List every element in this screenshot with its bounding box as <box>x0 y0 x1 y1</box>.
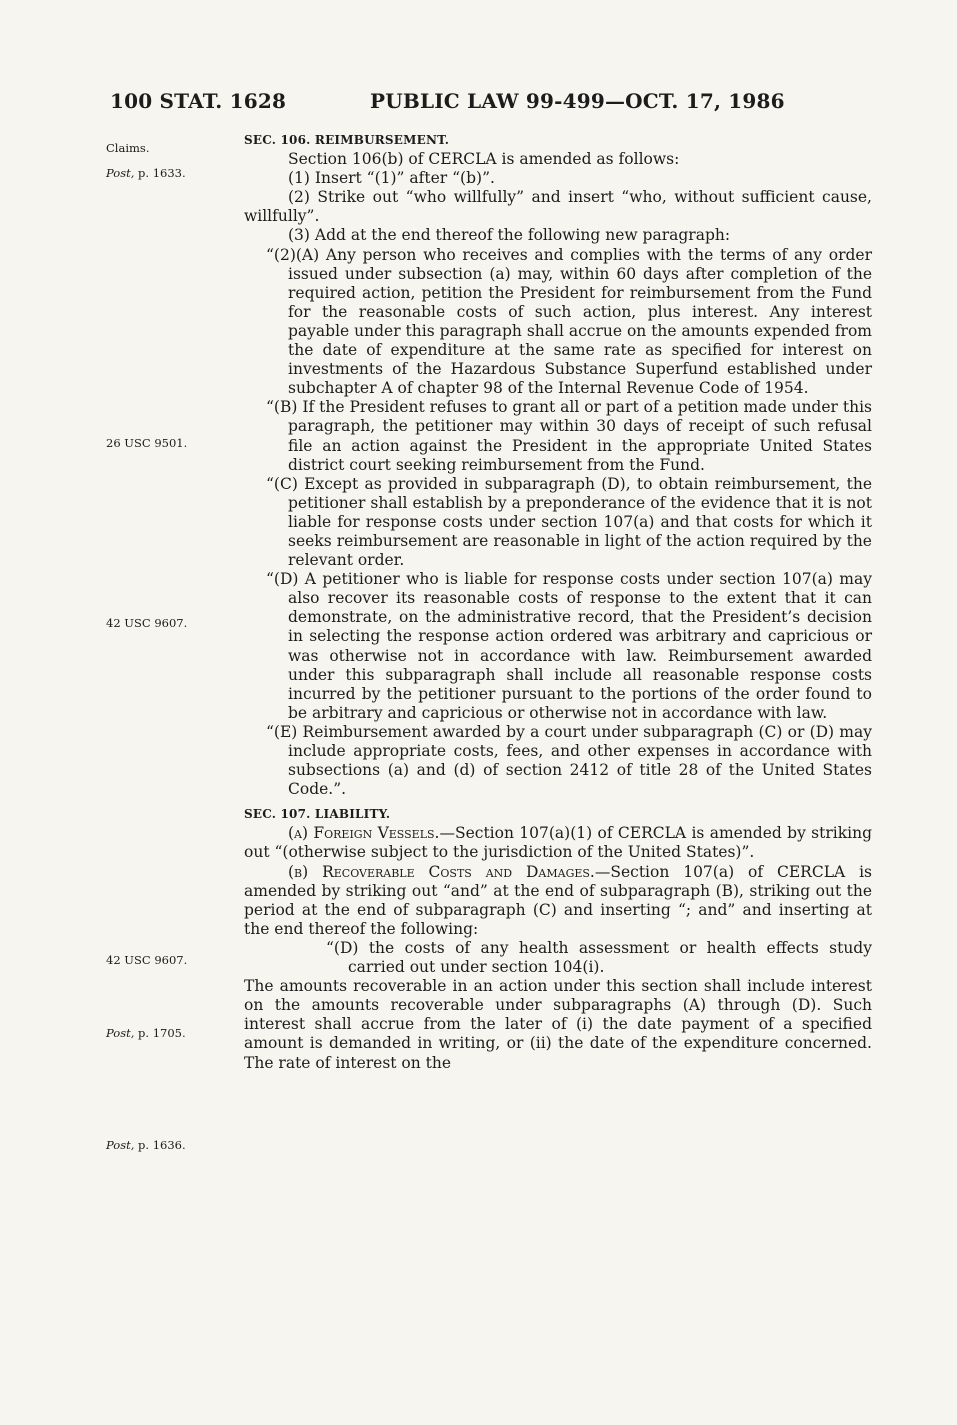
margin-note-42usc9607-a: 42 USC 9607. <box>106 616 188 630</box>
statute-body <box>244 131 872 1073</box>
margin-note-26usc9501: 26 USC 9501. <box>106 436 188 450</box>
section-106-heading: SEC. 106. REIMBURSEMENT. <box>244 133 450 147</box>
margin-note-claims: Claims. <box>106 141 150 155</box>
sec106-item-3: (3) Add at the end thereof the following new paragraph: <box>288 226 731 245</box>
stat-citation: 100 STAT. 1628 <box>110 89 287 113</box>
sec106-para-b: “(B) If the President refuses to grant all or part of a petition made under this paragraph, the petitioner may within 30 days of receipt of such refusal file an action against the President in the appropriate United States district court seeking reimbursement from the Fund. <box>266 398 872 474</box>
sec107-sub-a: (a) Foreign Vessels.—Section 107(a)(1) of CERCLA is amended by striking out “(otherwise subject to the jurisdiction of the United States)”. <box>244 824 872 862</box>
section-107-heading: SEC. 107. LIABILITY. <box>244 807 391 822</box>
margin-note-post-1633: Post, p. 1633. <box>106 166 186 180</box>
sec106-para-a: “(2)(A) Any person who receives and complies with the terms of any order issued under subsection (a) may, within 60 days after completion of the required action, petition the President for reimbursement from the Fund for the reasonable costs of such action, plus interest. Any interest payable under this paragraph shall accrue on the amounts expended from the date of expenditure at the same rate as specified for interest on investments of the Hazardous Substance Superfund established under subchapter A of chapter 98 of the Internal Revenue Code of 1954. <box>266 245 872 398</box>
sec106-para-c: “(C) Except as provided in subparagraph (D), to obtain reimbursement, the petitioner shall establish by a preponderance of the evidence that it is not liable for response costs under section 107(a) and that costs for which it seeks reimbursement are reasonable in light of the action required by the relevant order. <box>266 474 872 570</box>
sec106-item-2: (2) Strike out “who willfully” and insert “who, without sufficient cause, willfully”. <box>244 188 872 226</box>
sec107-sub-b: (b) Recoverable Costs and Damages.—Section 107(a) of CERCLA is amended by striking out “and” at the end of subparagraph (B), striking out the period at the end of subparagraph (C) and inserting “; and” and inserting at the end thereof the following: <box>244 862 872 938</box>
sec106-para-d: “(D) A petitioner who is liable for response costs under section 107(a) may also recover its reasonable costs of response to the extent that it can demonstrate, on the administrative record, that the President’s decision in selecting the response action ordered was arbitrary and capricious or was otherwise not in accordance with law. Reimbursement awarded under this subparagraph shall include all reasonable response costs incurred by the petitioner pursuant to the portions of the order found to be arbitrary and capricious or otherwise not in accordance with law. <box>266 570 872 722</box>
sec106-item-1: (1) Insert “(1)” after “(b)”. <box>288 169 495 188</box>
sec106-para-e: “(E) Reimbursement awarded by a court under subparagraph (C) or (D) may include appropriate costs, fees, and other expenses in accordance with subsections (a) and (d) of section 2412 of title 28 of the United States Code.”. <box>266 722 872 799</box>
public-law-heading: PUBLIC LAW 99-499—OCT. 17, 1986 <box>370 89 785 113</box>
margin-note-42usc9607-b: 42 USC 9607. <box>106 953 188 967</box>
margin-note-post-1636: Post, p. 1636. <box>106 1138 186 1152</box>
sec107-quoted-d: “(D) the costs of any health assessment or health effects study carried out under section 104(i). <box>326 938 872 977</box>
sec107-closing: The amounts recoverable in an action under this section shall include interest on the amounts recoverable under subparagraphs (A) through (D). Such interest shall accrue from the later of (i) the date payment of a specified amount is demanded in writing, or (ii) the date of the expenditure concerned. The rate of interest on the <box>244 977 872 1072</box>
sec106-intro: Section 106(b) of CERCLA is amended as follows: <box>288 150 680 169</box>
margin-note-post-1705: Post, p. 1705. <box>106 1026 186 1040</box>
